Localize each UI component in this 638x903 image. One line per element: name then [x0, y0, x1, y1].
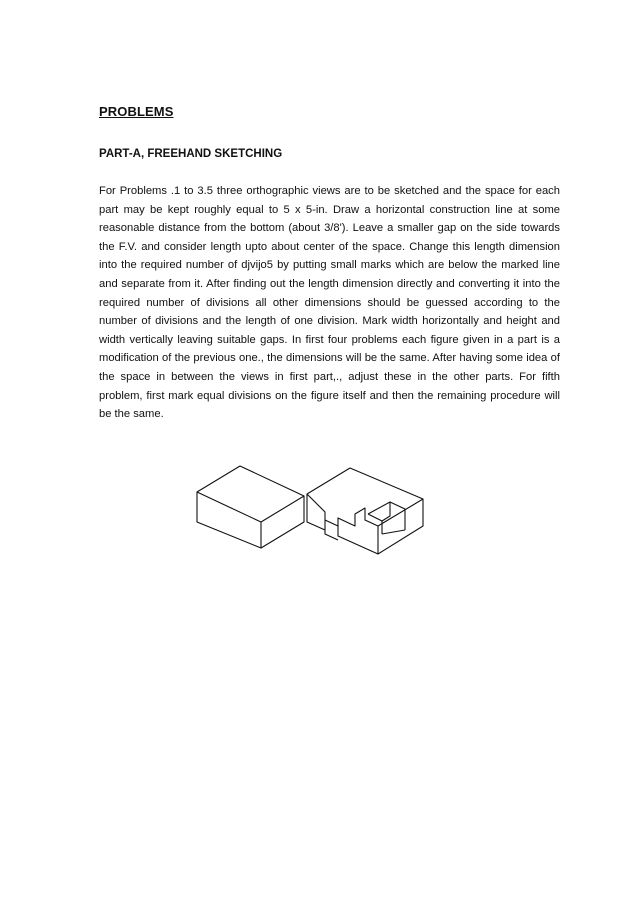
isometric-block: [197, 466, 304, 548]
instructions-paragraph: For Problems .1 to 3.5 three orthographic views are to be sketched and the space for each part may be kept roughly equal to 5 x 5-in. Draw a horizontal construction line at some reasonable distance from the bottom (about 3/8'). Leave a smaller gap on the side towards the F.V. and consider length upto about center of the space. Change this length dimension into the required number of djvijo5 by putting small marks which are below the marked line and separate from it. After finding out the length dimension directly and converting it into the required number of divisions all other dimensions should be guessed according to the number of divisions and the length of one division. Mark width horizontally and height and width vertically leaving suitable gaps. In first four problems each figure given in a part is a modification of the previous one., the dimensions will be the same. After having some idea of the space in between the views in first part,., adjust these in the other parts. For fifth problem, first mark equal divisions on the figure itself and then the remaining procedure will be the same.: [99, 185, 560, 421]
isometric-notched-block: [307, 468, 423, 554]
section-heading: PROBLEMS: [99, 104, 174, 119]
isometric-drawings: [190, 462, 440, 572]
part-subheading: PART-A, FREEHAND SKETCHING: [99, 148, 283, 160]
isometric-figure: [190, 462, 440, 572]
